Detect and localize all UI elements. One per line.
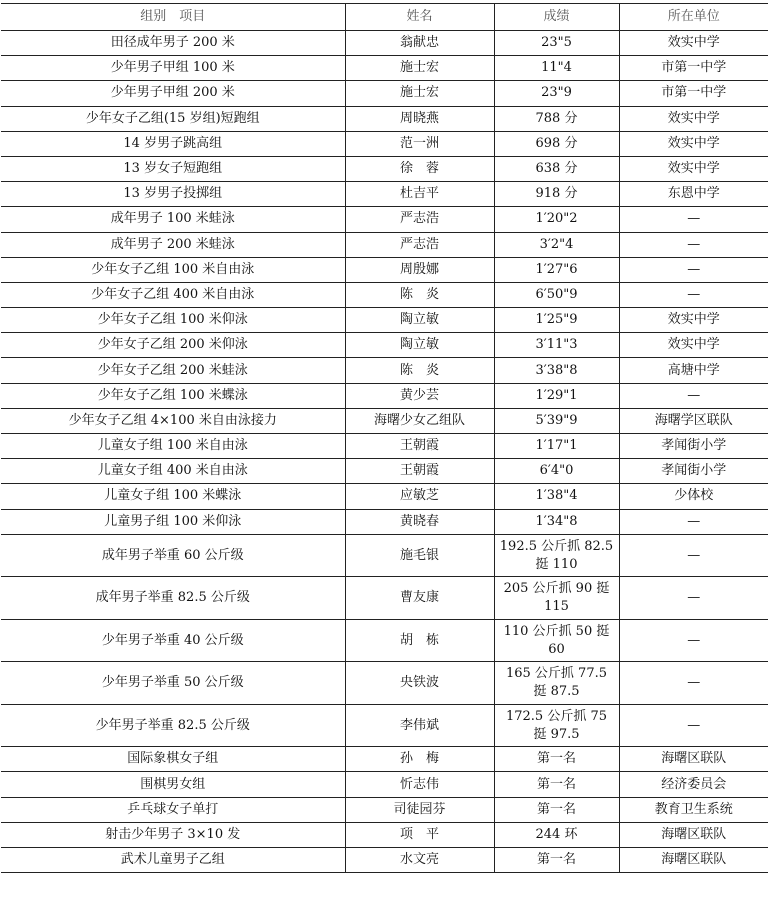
name-cell: 严志浩 — [345, 232, 494, 257]
result-cell: 1′34"8 — [494, 509, 619, 534]
event-cell: 少年女子乙组 100 米仰泳 — [1, 308, 345, 333]
result-cell: 1′25"9 — [494, 308, 619, 333]
result-cell: 1′38"4 — [494, 484, 619, 509]
result-cell: 第一名 — [494, 747, 619, 772]
name-cell: 项 平 — [345, 822, 494, 847]
name-cell: 徐 蓉 — [345, 156, 494, 181]
result-cell: 1′27"6 — [494, 257, 619, 282]
table-row — [1, 822, 768, 847]
event-cell: 射击少年男子 3×10 发 — [1, 822, 345, 847]
table-row — [1, 662, 768, 705]
unit-cell: — — [619, 257, 768, 282]
event-cell: 少年男子举重 50 公斤级 — [1, 662, 345, 705]
name-cell: 黄晓春 — [345, 509, 494, 534]
results-body — [1, 31, 768, 873]
unit-cell: 教育卫生系统 — [619, 797, 768, 822]
result-cell: 244 环 — [494, 822, 619, 847]
result-cell: 1′29"1 — [494, 383, 619, 408]
name-cell: 严志浩 — [345, 207, 494, 232]
name-cell: 杜吉平 — [345, 182, 494, 207]
name-cell: 司徒园芬 — [345, 797, 494, 822]
name-cell: 施士宏 — [345, 56, 494, 81]
table-row — [1, 459, 768, 484]
table-row — [1, 797, 768, 822]
results-table — [1, 3, 768, 873]
table-row — [1, 81, 768, 106]
name-cell: 胡 栋 — [345, 619, 494, 662]
event-cell: 少年女子乙组 400 米自由泳 — [1, 282, 345, 307]
name-cell: 忻志伟 — [345, 772, 494, 797]
unit-cell: 效实中学 — [619, 156, 768, 181]
unit-cell: 高塘中学 — [619, 358, 768, 383]
event-cell: 少年女子乙组 4×100 米自由泳接力 — [1, 408, 345, 433]
result-cell: 6′50"9 — [494, 282, 619, 307]
event-cell: 少年女子乙组 200 米仰泳 — [1, 333, 345, 358]
unit-cell: 东恩中学 — [619, 182, 768, 207]
unit-cell: 海曙区联队 — [619, 848, 768, 873]
unit-cell: — — [619, 577, 768, 620]
result-cell: 第一名 — [494, 772, 619, 797]
event-cell: 少年女子乙组 100 米自由泳 — [1, 257, 345, 282]
unit-cell: — — [619, 662, 768, 705]
table-row — [1, 577, 768, 620]
result-cell: 23"9 — [494, 81, 619, 106]
table-row — [1, 408, 768, 433]
column-header-event: 组别 项目 — [1, 4, 345, 31]
event-cell: 少年女子乙组(15 岁组)短跑组 — [1, 106, 345, 131]
event-cell: 少年男子举重 82.5 公斤级 — [1, 704, 345, 747]
result-cell: 5′39"9 — [494, 408, 619, 433]
event-cell: 成年男子 100 米蛙泳 — [1, 207, 345, 232]
unit-cell: 效实中学 — [619, 308, 768, 333]
event-cell: 乒乓球女子单打 — [1, 797, 345, 822]
event-cell: 成年男子举重 82.5 公斤级 — [1, 577, 345, 620]
unit-cell: 孝闻街小学 — [619, 459, 768, 484]
unit-cell: — — [619, 383, 768, 408]
table-row — [1, 772, 768, 797]
unit-cell: 效实中学 — [619, 106, 768, 131]
unit-cell: 海曙区联队 — [619, 747, 768, 772]
result-cell: 23"5 — [494, 31, 619, 56]
table-row — [1, 434, 768, 459]
unit-cell: — — [619, 509, 768, 534]
event-cell: 儿童女子组 100 米自由泳 — [1, 434, 345, 459]
table-row — [1, 358, 768, 383]
name-cell: 央铁波 — [345, 662, 494, 705]
name-cell: 应敏芝 — [345, 484, 494, 509]
unit-cell: 市第一中学 — [619, 56, 768, 81]
event-cell: 少年男子举重 40 公斤级 — [1, 619, 345, 662]
event-cell: 儿童女子组 400 米自由泳 — [1, 459, 345, 484]
name-cell: 李伟斌 — [345, 704, 494, 747]
event-cell: 武术儿童男子乙组 — [1, 848, 345, 873]
name-cell: 陶立敏 — [345, 333, 494, 358]
result-cell: 第一名 — [494, 848, 619, 873]
name-cell: 施士宏 — [345, 81, 494, 106]
event-cell: 少年女子乙组 100 米蝶泳 — [1, 383, 345, 408]
name-cell: 周殷娜 — [345, 257, 494, 282]
table-row — [1, 383, 768, 408]
name-cell: 范一洲 — [345, 131, 494, 156]
unit-cell: 效实中学 — [619, 333, 768, 358]
unit-cell: 效实中学 — [619, 31, 768, 56]
table-row — [1, 509, 768, 534]
unit-cell: 海曙学区联队 — [619, 408, 768, 433]
table-row — [1, 333, 768, 358]
table-row — [1, 182, 768, 207]
unit-cell: 少体校 — [619, 484, 768, 509]
unit-cell: — — [619, 534, 768, 577]
event-cell: 少年男子甲组 200 米 — [1, 81, 345, 106]
column-header-unit: 所在单位 — [619, 4, 768, 31]
event-cell: 少年女子乙组 200 米蛙泳 — [1, 358, 345, 383]
name-cell: 水文亮 — [345, 848, 494, 873]
table-row — [1, 156, 768, 181]
name-cell: 黄少芸 — [345, 383, 494, 408]
unit-cell: 孝闻街小学 — [619, 434, 768, 459]
table-row — [1, 534, 768, 577]
result-cell: 3′38"8 — [494, 358, 619, 383]
table-row — [1, 747, 768, 772]
table-row — [1, 232, 768, 257]
event-cell: 田径成年男子 200 米 — [1, 31, 345, 56]
name-cell: 陈 炎 — [345, 358, 494, 383]
name-cell: 陶立敏 — [345, 308, 494, 333]
result-cell: 3′2"4 — [494, 232, 619, 257]
event-cell: 国际象棋女子组 — [1, 747, 345, 772]
table-row — [1, 257, 768, 282]
table-row — [1, 131, 768, 156]
unit-cell: — — [619, 232, 768, 257]
unit-cell: — — [619, 207, 768, 232]
table-row — [1, 207, 768, 232]
result-cell: 638 分 — [494, 156, 619, 181]
column-header-result: 成绩 — [494, 4, 619, 31]
unit-cell: — — [619, 704, 768, 747]
result-cell: 205 公斤抓 90 挺 115 — [494, 577, 619, 620]
unit-cell: — — [619, 619, 768, 662]
result-cell: 165 公斤抓 77.5 挺 87.5 — [494, 662, 619, 705]
table-row — [1, 484, 768, 509]
unit-cell: 海曙区联队 — [619, 822, 768, 847]
name-cell: 陈 炎 — [345, 282, 494, 307]
result-cell: 6′4"0 — [494, 459, 619, 484]
unit-cell: 市第一中学 — [619, 81, 768, 106]
name-cell: 曹友康 — [345, 577, 494, 620]
event-cell: 少年男子甲组 100 米 — [1, 56, 345, 81]
unit-cell: 经济委员会 — [619, 772, 768, 797]
column-header-name: 姓名 — [345, 4, 494, 31]
result-cell: 3′11"3 — [494, 333, 619, 358]
table-row — [1, 106, 768, 131]
unit-cell: — — [619, 282, 768, 307]
table-row — [1, 282, 768, 307]
table-row — [1, 31, 768, 56]
event-cell: 成年男子 200 米蛙泳 — [1, 232, 345, 257]
result-cell: 1′17"1 — [494, 434, 619, 459]
name-cell: 孙 梅 — [345, 747, 494, 772]
name-cell: 王朝霞 — [345, 459, 494, 484]
result-cell: 11"4 — [494, 56, 619, 81]
name-cell: 王朝霞 — [345, 434, 494, 459]
table-row — [1, 308, 768, 333]
result-cell: 110 公斤抓 50 挺 60 — [494, 619, 619, 662]
table-row — [1, 704, 768, 747]
header-row — [1, 4, 768, 31]
name-cell: 海曙少女乙组队 — [345, 408, 494, 433]
table-row — [1, 848, 768, 873]
event-cell: 围棋男女组 — [1, 772, 345, 797]
event-cell: 成年男子举重 60 公斤级 — [1, 534, 345, 577]
table-row — [1, 619, 768, 662]
event-cell: 儿童女子组 100 米蝶泳 — [1, 484, 345, 509]
table-row — [1, 56, 768, 81]
result-cell: 698 分 — [494, 131, 619, 156]
event-cell: 13 岁男子投掷组 — [1, 182, 345, 207]
name-cell: 翁献忠 — [345, 31, 494, 56]
result-cell: 788 分 — [494, 106, 619, 131]
unit-cell: 效实中学 — [619, 131, 768, 156]
name-cell: 施毛银 — [345, 534, 494, 577]
result-cell: 918 分 — [494, 182, 619, 207]
event-cell: 13 岁女子短跑组 — [1, 156, 345, 181]
event-cell: 14 岁男子跳高组 — [1, 131, 345, 156]
event-cell: 儿童男子组 100 米仰泳 — [1, 509, 345, 534]
name-cell: 周晓燕 — [345, 106, 494, 131]
result-cell: 第一名 — [494, 797, 619, 822]
result-cell: 172.5 公斤抓 75 挺 97.5 — [494, 704, 619, 747]
result-cell: 1′20"2 — [494, 207, 619, 232]
result-cell: 192.5 公斤抓 82.5 挺 110 — [494, 534, 619, 577]
